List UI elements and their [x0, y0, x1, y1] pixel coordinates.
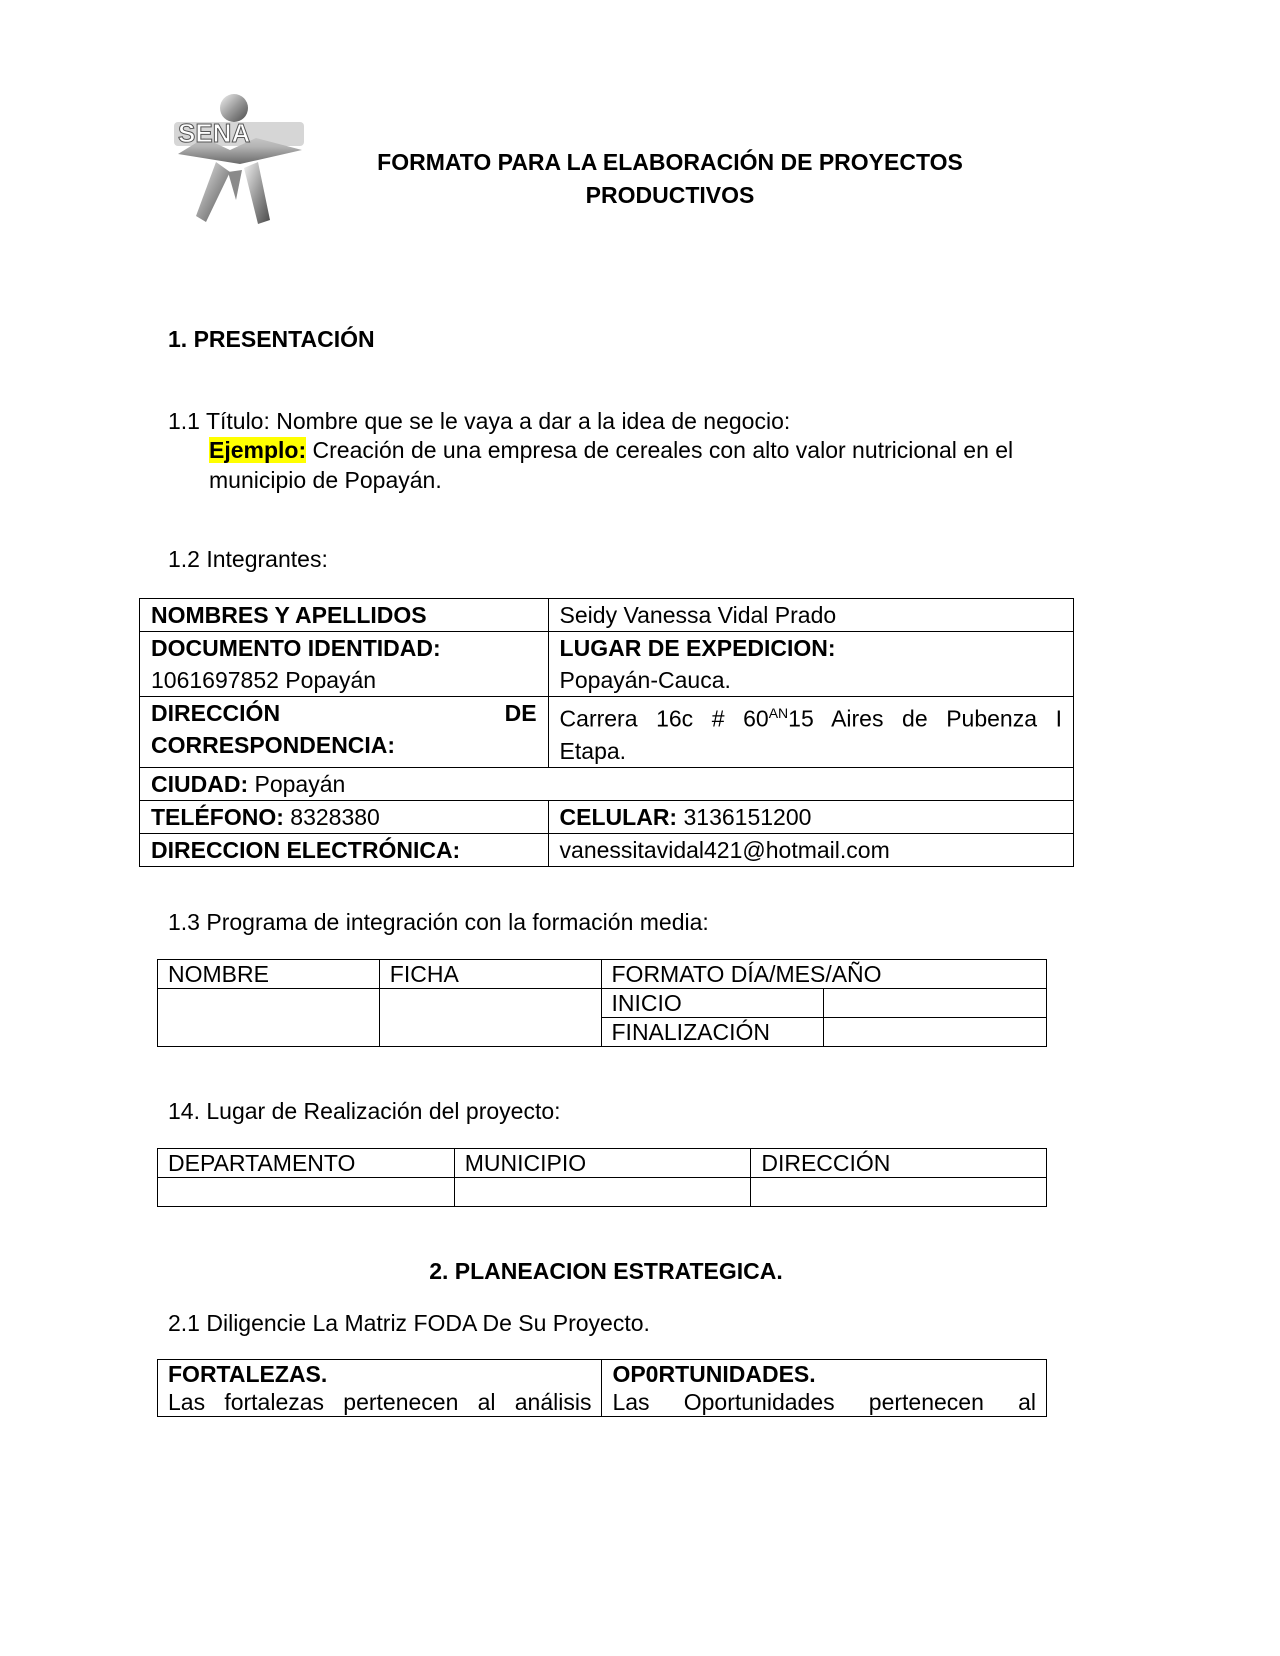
address-value-a: Carrera 16c # 60: [559, 705, 769, 732]
email-label: DIRECCION ELECTRÓNICA:: [140, 833, 549, 866]
names-label: NOMBRES Y APELLIDOS: [140, 599, 549, 632]
table-row: [158, 989, 1047, 1018]
address-value-c: Etapa.: [559, 737, 627, 764]
fortalezas-text: Las fortalezas pertenecen al análisis: [168, 1389, 592, 1415]
departamento-value: [158, 1178, 455, 1207]
col-municipio: MUNICIPIO: [454, 1149, 751, 1178]
title-line-1: FORMATO PARA LA ELABORACIÓN DE PROYECTOS: [377, 149, 963, 175]
address-label-a: DIRECCIÓN: [151, 700, 281, 726]
table-row: [158, 1360, 1047, 1417]
col-formato: FORMATO DÍA/MES/AÑO: [601, 960, 1047, 989]
address-value-b: 15 Aires de Pubenza I: [788, 705, 1062, 732]
table-row: [140, 632, 1074, 697]
direccion-value: [751, 1178, 1047, 1207]
integration-table: [157, 959, 1047, 1047]
ficha-value: [379, 989, 601, 1047]
row-finalizacion: FINALIZACIÓN: [601, 1018, 824, 1047]
svg-text:SENA: SENA: [178, 118, 251, 148]
names-value: Seidy Vanessa Vidal Prado: [548, 599, 1073, 632]
table-row: [158, 960, 1047, 989]
table-row: [140, 767, 1074, 800]
document-label: DOCUMENTO IDENTIDAD:: [151, 635, 441, 661]
col-departamento: DEPARTAMENTO: [158, 1149, 455, 1178]
cell-value: 3136151200: [677, 803, 812, 830]
address-label-b: DE: [504, 700, 537, 726]
cell-phone-cell: [548, 800, 1073, 833]
sena-logo: [170, 92, 320, 232]
col-direccion: DIRECCIÓN: [751, 1149, 1047, 1178]
section-1-3-label: 1.3 Programa de integración con la formación media:: [168, 909, 709, 935]
oportunidades-text: Las Oportunidades pertenecen al: [612, 1389, 1036, 1415]
finalizacion-value: [824, 1018, 1047, 1047]
city-label: CIUDAD:: [151, 770, 249, 797]
municipio-value: [454, 1178, 751, 1207]
cell-label: CELULAR:: [559, 803, 678, 830]
section-2-1-label: 2.1 Diligencie La Matriz FODA De Su Proyecto.: [168, 1310, 650, 1336]
expedition-label: LUGAR DE EXPEDICION:: [559, 635, 836, 661]
example-text: Creación de una empresa de cereales con alto valor nutricional en el: [306, 437, 1014, 463]
location-table: [157, 1148, 1047, 1207]
table-row: [158, 1149, 1047, 1178]
col-nombre: NOMBRE: [158, 960, 380, 989]
sena-logo-graphic: [170, 92, 320, 232]
document-cell: [140, 632, 549, 697]
phone-label: TELÉFONO:: [151, 803, 284, 830]
section-1-2-label: 1.2 Integrantes:: [168, 546, 328, 572]
city-cell: [140, 767, 1074, 800]
col-ficha: FICHA: [379, 960, 601, 989]
section-1-heading: 1. PRESENTACIÓN: [168, 326, 375, 352]
section-1-1-label: 1.1 Título: Nombre que se le vaya a dar a la idea de negocio:: [168, 408, 791, 434]
phone-cell: [140, 800, 549, 833]
city-value: Popayán: [248, 770, 346, 797]
table-row: [140, 833, 1074, 866]
foda-table: [157, 1359, 1047, 1417]
members-table: [139, 598, 1074, 867]
table-row: [140, 599, 1074, 632]
table-row: [140, 697, 1074, 768]
address-label-c: CORRESPONDENCIA:: [151, 732, 396, 758]
address-value-line: [560, 697, 1062, 735]
document-title: [330, 146, 1010, 212]
example-paragraph: [209, 435, 1069, 495]
nombre-value: [158, 989, 380, 1047]
oportunidades-cell: [602, 1360, 1047, 1417]
example-text-2: municipio de Popayán.: [209, 467, 442, 493]
section-2-heading: 2. PLANEACION ESTRATEGICA.: [429, 1258, 783, 1284]
table-row: [140, 800, 1074, 833]
inicio-value: [824, 989, 1047, 1018]
address-label-line: [151, 697, 537, 729]
document-value: 1061697852 Popayán: [151, 667, 377, 693]
table-row: [158, 1178, 1047, 1207]
example-label: Ejemplo:: [209, 437, 307, 463]
expedition-value: Popayán-Cauca.: [559, 667, 731, 693]
address-value-cell: [548, 697, 1073, 768]
title-line-2: PRODUCTIVOS: [585, 182, 755, 208]
email-value: vanessitavidal421@hotmail.com: [548, 833, 1073, 866]
row-inicio: INICIO: [601, 989, 824, 1018]
phone-value: 8328380: [283, 803, 380, 830]
fortalezas-label: FORTALEZAS.: [168, 1361, 328, 1387]
address-label-cell: [140, 697, 549, 768]
section-14-label: 14. Lugar de Realización del proyecto:: [168, 1098, 561, 1124]
oportunidades-label: OP0RTUNIDADES.: [612, 1361, 816, 1387]
fortalezas-cell: [158, 1360, 602, 1417]
address-value-sup: AN: [768, 705, 789, 721]
expedition-cell: [548, 632, 1073, 697]
